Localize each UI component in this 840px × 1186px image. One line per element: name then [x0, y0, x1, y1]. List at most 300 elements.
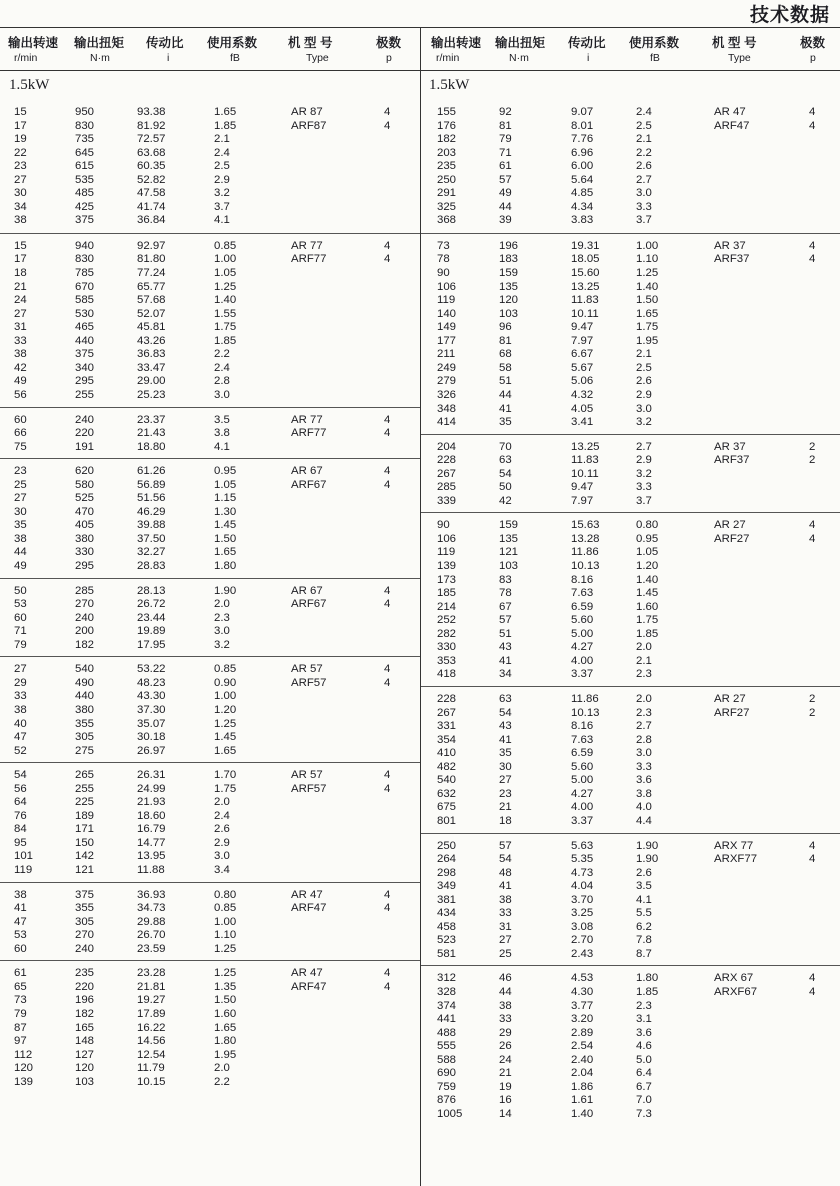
ratio-cell: 4.34	[571, 200, 594, 213]
ratio-cell: 13.25	[571, 440, 600, 453]
ratio-cell: 21.93	[137, 796, 166, 809]
table-row	[421, 1053, 840, 1067]
factor-cell: 3.0	[214, 850, 230, 863]
ratio-cell: 60.35	[137, 160, 166, 173]
ratio-cell: 93.38	[137, 106, 166, 118]
speed-cell: 523	[437, 934, 457, 947]
factor-cell: 3.6	[636, 774, 652, 787]
speed-cell: 90	[437, 267, 450, 280]
factor-cell: 0.90	[214, 676, 237, 689]
table-group	[421, 686, 840, 834]
table-row	[421, 119, 840, 133]
ratio-cell: 37.30	[137, 703, 166, 716]
torque-cell: 465	[75, 321, 95, 334]
pole-count: 4	[384, 663, 391, 676]
table-row	[0, 293, 420, 307]
speed-cell: 87	[14, 1021, 27, 1034]
ratio-cell: 13.25	[571, 280, 600, 293]
table-row	[421, 186, 840, 200]
ratio-cell: 43.30	[137, 690, 166, 703]
table-row	[0, 1034, 420, 1048]
factor-cell: 2.9	[214, 836, 230, 849]
factor-cell: 7.3	[636, 1107, 652, 1120]
factor-cell: 2.3	[636, 668, 652, 681]
ratio-cell: 30.18	[137, 731, 166, 744]
factor-cell: 1.35	[214, 980, 237, 993]
torque-cell: 225	[75, 796, 95, 809]
torque-cell: 54	[499, 467, 512, 480]
speed-cell: 434	[437, 907, 457, 920]
table-row	[0, 252, 420, 266]
table-row	[421, 1012, 840, 1026]
speed-cell: 675	[437, 801, 457, 814]
type-header: 机 型 号	[712, 36, 757, 50]
factor-cell: 2.6	[636, 375, 652, 388]
ratio-cell: 18.80	[137, 440, 166, 453]
speed-cell: 120	[14, 1062, 34, 1075]
table-row	[0, 119, 420, 133]
table-row	[421, 1026, 840, 1040]
speed-cell: 35	[14, 519, 27, 532]
torque-cell: 16	[499, 1094, 512, 1107]
model-type: AR 47	[291, 967, 323, 980]
ratio-cell: 10.11	[571, 467, 599, 480]
ratio-cell: 23.28	[137, 967, 166, 980]
table-row	[0, 491, 420, 505]
torque-cell: 670	[75, 280, 95, 293]
torque-cell: 540	[75, 663, 95, 676]
torque-cell: 127	[75, 1048, 95, 1061]
torque-cell: 135	[499, 280, 519, 293]
torque-cell: 57	[499, 614, 512, 627]
speed-cell: 228	[437, 693, 457, 705]
table-row	[421, 719, 840, 733]
speed-cell: 328	[437, 985, 457, 998]
pole-count: 4	[809, 253, 816, 266]
factor-cell: 1.25	[636, 267, 659, 280]
torque-cell: 165	[75, 1021, 95, 1034]
ratio-cell: 53.22	[137, 663, 166, 676]
torque-cell: 182	[75, 638, 95, 651]
table-row	[421, 402, 840, 416]
speed-cell: 326	[437, 388, 457, 401]
table-group	[421, 965, 840, 1126]
speed-cell: 632	[437, 787, 457, 800]
speed-cell: 76	[14, 809, 27, 822]
poles-unit: p	[386, 52, 392, 64]
table-row	[0, 1021, 420, 1035]
torque-cell: 189	[75, 809, 95, 822]
torque-cell: 470	[75, 505, 95, 518]
speed-cell: 38	[14, 703, 27, 716]
torque-cell: 68	[499, 348, 512, 361]
torque-cell: 615	[75, 160, 95, 173]
ratio-cell: 2.54	[571, 1040, 594, 1053]
torque-cell: 50	[499, 481, 512, 494]
torque-cell: 940	[75, 239, 95, 252]
speed-cell: 40	[14, 717, 27, 730]
factor-cell: 1.45	[214, 731, 237, 744]
torque-cell: 42	[499, 494, 512, 507]
torque-cell: 265	[75, 769, 95, 782]
poles-header: 极数	[376, 36, 402, 50]
factor-cell: 1.60	[636, 600, 659, 613]
speed-cell: 38	[14, 532, 27, 545]
torque-cell: 240	[75, 942, 95, 955]
table-row	[421, 839, 840, 853]
pole-count: 2	[809, 706, 816, 719]
ratio-cell: 51.56	[137, 492, 166, 505]
torque-cell: 27	[499, 774, 512, 787]
table-row	[421, 654, 840, 668]
factor-cell: 1.05	[636, 546, 659, 559]
pole-count: 4	[384, 676, 391, 689]
torque-cell: 735	[75, 133, 95, 146]
pole-count: 4	[809, 839, 816, 852]
ratio-cell: 6.67	[571, 348, 594, 361]
speed-cell: 312	[437, 972, 457, 985]
ratio-cell: 26.72	[137, 598, 166, 611]
speed-cell: 31	[14, 321, 27, 334]
model-type: ARX 77	[714, 839, 754, 852]
factor-cell: 1.65	[214, 744, 237, 757]
ratio-cell: 32.27	[137, 546, 166, 559]
table-group	[421, 233, 840, 435]
torque-cell: 71	[499, 146, 512, 159]
ratio-cell: 56.89	[137, 478, 166, 491]
table-row	[0, 266, 420, 280]
ratio-cell: 3.83	[571, 214, 594, 227]
torque-cell: 23	[499, 787, 512, 800]
speed-cell: 53	[14, 929, 27, 942]
torque-cell: 38	[499, 999, 512, 1012]
torque-cell: 121	[499, 546, 519, 559]
table-row	[0, 413, 420, 427]
torque-cell: 785	[75, 267, 95, 280]
speed-cell: 250	[437, 173, 457, 186]
torque-cell: 61	[499, 160, 512, 173]
factor-cell: 1.55	[214, 307, 237, 320]
speed-cell: 50	[14, 584, 27, 597]
torque-cell: 355	[75, 902, 95, 915]
ratio-cell: 8.16	[571, 720, 594, 733]
torque-cell: 21	[499, 1067, 512, 1080]
table-row	[421, 586, 840, 600]
factor-cell: 1.50	[636, 294, 659, 307]
factor-cell: 1.90	[214, 584, 237, 597]
ratio-cell: 5.35	[571, 853, 594, 866]
speed-cell: 75	[14, 440, 27, 453]
pole-count: 4	[809, 239, 816, 252]
left-table	[0, 28, 420, 1186]
factor-cell: 0.85	[214, 663, 237, 676]
ratio-cell: 11.79	[137, 1062, 165, 1075]
speed-cell: 185	[437, 587, 457, 600]
table-row	[421, 280, 840, 294]
pole-count: 4	[809, 972, 816, 985]
ratio-cell: 7.63	[571, 587, 594, 600]
table-row	[0, 320, 420, 334]
factor-cell: 4.0	[636, 801, 652, 814]
torque-cell: 96	[499, 321, 512, 334]
speed-cell: 33	[14, 690, 27, 703]
table-row	[0, 105, 420, 119]
table-row	[421, 361, 840, 375]
table-row	[421, 947, 840, 961]
speed-cell: 53	[14, 598, 27, 611]
torque-cell: 150	[75, 836, 95, 849]
table-row	[421, 1039, 840, 1053]
pole-count: 4	[809, 532, 816, 545]
table-group	[0, 656, 420, 763]
table-row	[0, 993, 420, 1007]
speed-cell: 264	[437, 853, 457, 866]
torque-cell: 440	[75, 334, 95, 347]
ratio-cell: 61.26	[137, 465, 166, 478]
torque-cell: 295	[75, 375, 95, 388]
table-row	[0, 146, 420, 160]
factor-cell: 3.2	[636, 416, 652, 429]
factor-cell: 2.6	[636, 160, 652, 173]
factor-header: 使用系数	[629, 36, 680, 50]
table-row	[0, 676, 420, 690]
model-type: AR 37	[714, 239, 746, 252]
table-row	[0, 730, 420, 744]
table-row	[0, 532, 420, 546]
speed-cell: 330	[437, 641, 457, 654]
factor-cell: 1.75	[214, 321, 237, 334]
factor-cell: 1.65	[214, 1021, 237, 1034]
ratio-cell: 4.27	[571, 641, 594, 654]
model-type: ARF87	[291, 119, 327, 132]
factor-cell: 4.1	[214, 440, 230, 453]
factor-cell: 2.3	[214, 611, 230, 624]
ratio-cell: 28.13	[137, 584, 166, 597]
ratio-cell: 13.28	[571, 532, 600, 545]
torque-cell: 34	[499, 668, 512, 681]
factor-cell: 3.2	[636, 467, 652, 480]
table-row	[0, 347, 420, 361]
table-row	[421, 920, 840, 934]
torque-cell: 275	[75, 744, 95, 757]
speed-cell: 106	[437, 532, 457, 545]
torque-cell: 41	[499, 733, 512, 746]
table-header	[0, 28, 420, 71]
table-row	[421, 1080, 840, 1094]
speed-cell: 44	[14, 546, 27, 559]
speed-cell: 876	[437, 1094, 457, 1107]
torque-cell: 26	[499, 1040, 512, 1053]
model-type: AR 67	[291, 584, 323, 597]
pole-count: 2	[809, 440, 816, 453]
model-type: ARF27	[714, 532, 750, 545]
speed-cell: 368	[437, 214, 457, 227]
torque-cell: 81	[499, 119, 512, 132]
ratio-cell: 5.60	[571, 760, 594, 773]
table-row	[0, 744, 420, 758]
ratio-cell: 3.41	[571, 416, 594, 429]
factor-unit: fB	[650, 52, 660, 64]
table-row	[0, 597, 420, 611]
speed-cell: 353	[437, 654, 457, 667]
model-type: ARF77	[291, 427, 327, 440]
ratio-cell: 4.00	[571, 801, 594, 814]
ratio-cell: 26.31	[137, 769, 166, 782]
table-group	[421, 512, 840, 687]
factor-cell: 1.10	[214, 929, 237, 942]
ratio-cell: 6.59	[571, 600, 594, 613]
ratio-cell: 15.63	[571, 519, 600, 532]
table-row	[0, 1075, 420, 1089]
factor-cell: 2.7	[636, 440, 652, 453]
speed-cell: 374	[437, 999, 457, 1012]
table-row	[421, 1107, 840, 1121]
torque-unit: N·m	[509, 52, 529, 64]
factor-cell: 2.0	[214, 598, 230, 611]
torque-cell: 83	[499, 573, 512, 586]
ratio-cell: 16.79	[137, 823, 166, 836]
speed-cell: 690	[437, 1067, 457, 1080]
speed-header: 输出转速	[431, 36, 482, 50]
speed-cell: 25	[14, 478, 27, 491]
torque-cell: 120	[499, 294, 519, 307]
table-row	[421, 307, 840, 321]
ratio-cell: 5.63	[571, 839, 594, 852]
factor-cell: 1.70	[214, 769, 237, 782]
factor-cell: 0.80	[636, 519, 659, 532]
table-row	[421, 173, 840, 187]
factor-cell: 1.25	[214, 967, 237, 980]
table-row	[421, 266, 840, 280]
power-rating: 1.5kW	[9, 77, 50, 93]
type-unit: Type	[306, 52, 329, 64]
ratio-cell: 63.68	[137, 146, 166, 159]
model-type: ARF77	[291, 253, 327, 266]
factor-cell: 1.05	[214, 478, 237, 491]
table-row	[0, 388, 420, 402]
torque-cell: 54	[499, 853, 512, 866]
factor-cell: 3.7	[636, 494, 652, 507]
ratio-cell: 36.83	[137, 348, 166, 361]
ratio-cell: 81.92	[137, 119, 166, 132]
torque-cell: 183	[499, 253, 519, 266]
factor-cell: 1.80	[636, 972, 659, 985]
factor-cell: 1.20	[214, 703, 237, 716]
table-group	[0, 578, 420, 658]
factor-cell: 1.65	[214, 546, 237, 559]
factor-cell: 2.4	[214, 809, 230, 822]
factor-cell: 3.0	[636, 402, 652, 415]
table-row	[421, 146, 840, 160]
table-row	[421, 906, 840, 920]
factor-cell: 1.75	[636, 614, 659, 627]
torque-cell: 70	[499, 440, 512, 453]
ratio-cell: 6.00	[571, 160, 594, 173]
ratio-cell: 18.05	[571, 253, 600, 266]
table-row	[421, 480, 840, 494]
torque-cell: 405	[75, 519, 95, 532]
speed-cell: 139	[14, 1075, 34, 1088]
torque-cell: 57	[499, 839, 512, 852]
ratio-cell: 1.86	[571, 1080, 594, 1093]
table-row	[0, 334, 420, 348]
table-row	[421, 415, 840, 429]
table-header	[421, 28, 840, 71]
speed-cell: 119	[437, 546, 456, 559]
speed-cell: 214	[437, 600, 457, 613]
table-row	[421, 200, 840, 214]
ratio-cell: 29.00	[137, 375, 166, 388]
speed-cell: 149	[437, 321, 457, 334]
speed-cell: 249	[437, 361, 457, 374]
model-type: ARF27	[714, 706, 750, 719]
ratio-cell: 11.88	[137, 864, 165, 877]
factor-cell: 1.85	[214, 334, 237, 347]
speed-cell: 42	[14, 361, 27, 374]
torque-cell: 142	[75, 850, 95, 863]
torque-cell: 585	[75, 294, 95, 307]
ratio-cell: 4.27	[571, 787, 594, 800]
table-row	[421, 866, 840, 880]
ratio-cell: 21.43	[137, 427, 166, 440]
pole-count: 4	[809, 519, 816, 532]
factor-cell: 1.40	[214, 294, 237, 307]
ratio-cell: 1.61	[571, 1094, 594, 1107]
table-row	[421, 573, 840, 587]
ratio-cell: 3.77	[571, 999, 594, 1012]
torque-cell: 19	[499, 1080, 512, 1093]
model-type: ARF47	[291, 902, 327, 915]
speed-cell: 203	[437, 146, 457, 159]
factor-cell: 3.5	[636, 880, 652, 893]
factor-cell: 1.40	[636, 280, 659, 293]
speed-cell: 482	[437, 760, 457, 773]
ratio-cell: 2.40	[571, 1053, 594, 1066]
table-row	[421, 627, 840, 641]
model-type: AR 57	[291, 663, 323, 676]
table-row	[421, 1093, 840, 1107]
ratio-cell: 23.59	[137, 942, 166, 955]
speed-cell: 71	[14, 625, 27, 638]
table-row	[421, 879, 840, 893]
factor-cell: 2.2	[636, 146, 652, 159]
torque-cell: 43	[499, 720, 512, 733]
torque-cell: 535	[75, 173, 95, 186]
table-row	[0, 611, 420, 625]
torque-cell: 380	[75, 703, 95, 716]
torque-cell: 63	[499, 454, 512, 467]
factor-cell: 1.00	[636, 239, 659, 252]
factor-cell: 3.2	[214, 187, 230, 200]
speed-cell: 182	[437, 133, 457, 146]
ratio-cell: 7.97	[571, 334, 594, 347]
torque-cell: 54	[499, 706, 512, 719]
factor-cell: 3.7	[636, 214, 652, 227]
ratio-cell: 11.86	[571, 693, 599, 705]
model-type: AR 47	[714, 106, 746, 118]
table-row	[421, 613, 840, 627]
speed-cell: 279	[437, 375, 457, 388]
factor-cell: 1.95	[636, 334, 659, 347]
torque-cell: 25	[499, 947, 512, 960]
speed-cell: 27	[14, 307, 27, 320]
torque-cell: 51	[499, 627, 512, 640]
torque-cell: 121	[75, 864, 95, 877]
factor-cell: 2.5	[636, 119, 652, 132]
factor-cell: 3.0	[214, 388, 230, 401]
factor-cell: 1.75	[636, 321, 659, 334]
torque-cell: 44	[499, 200, 512, 213]
